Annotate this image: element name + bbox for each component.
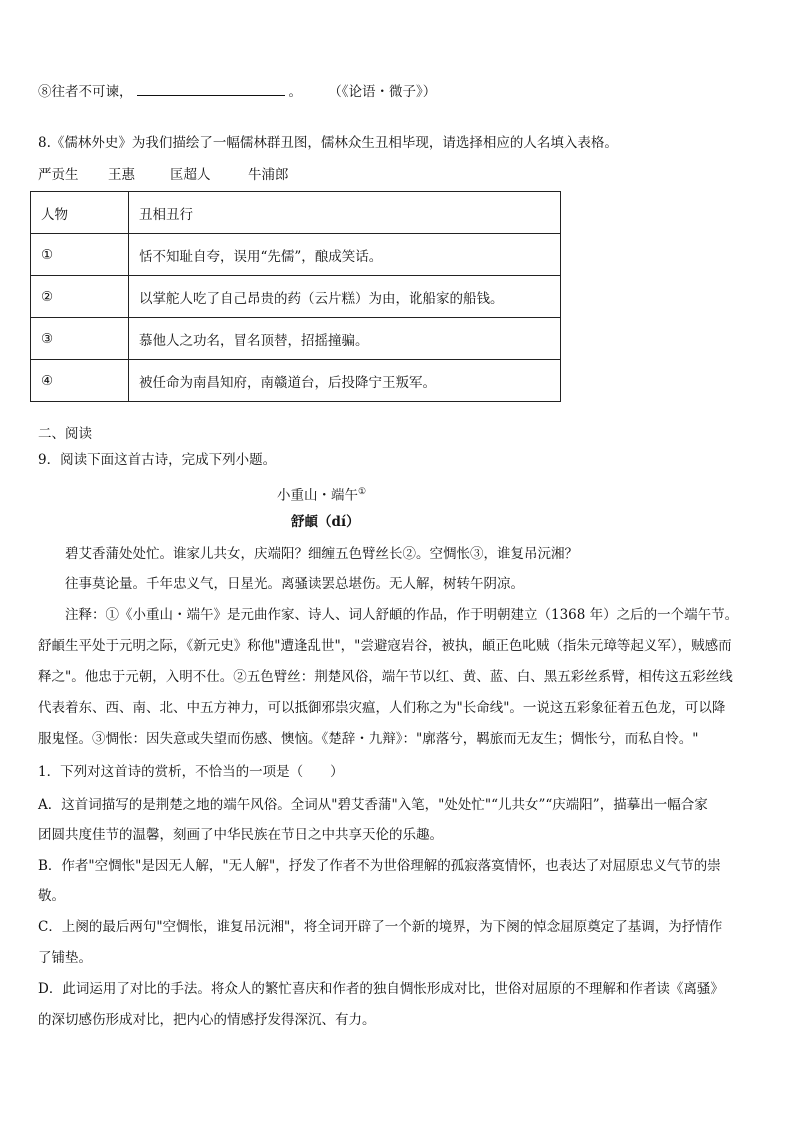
option-line[interactable]: B．作者"空惆怅"是因无人解，"无人解"，抒发了作者不为世俗理解的孤寂落寞情怀，也表达了对屈原忠义气节的崇 — [38, 858, 721, 874]
table-header-row — [31, 192, 561, 234]
row-description: 被任命为南昌知府，南赣道台，后投降宁王叛军。 — [129, 360, 561, 402]
option-line: 的深切感伤形成对比，把内心的情感抒发得深沉、有力。 — [38, 1012, 376, 1028]
note-line: 代表着东、西、南、北、中五方神力，可以抵御邪祟灾瘟，人们称之为"长命线"。一说这五彩象征着五色龙，可以降 — [38, 700, 726, 716]
note-line: 服鬼怪。③惆怅：因失意或失望而伤感、懊恼。《楚辞・九辩》："廓落兮，羁旅而无友生；惆怅兮，而私自怜。" — [38, 731, 699, 747]
table-row — [31, 276, 561, 318]
row-description: 恬不知耻自夸，误用“先儒”，酿成笑话。 — [129, 234, 561, 276]
option-line[interactable]: C．上阕的最后两句"空惆怅，谁复吊沅湘"，将全词开辟了一个新的境界，为下阕的悼念屈原奠定了基调，为抒情作 — [38, 919, 723, 935]
table-row — [31, 360, 561, 402]
fill-item-8-source: （《论语・微子》） — [328, 84, 437, 100]
fill-item-8 — [38, 81, 436, 102]
row-number[interactable]: ② — [31, 276, 129, 318]
row-description: 以掌舵人吃了自己昂贵的药（云片糕）为由，讹船家的船钱。 — [129, 276, 561, 318]
table-row — [31, 318, 561, 360]
sub-question-1: 1．下列对这首诗的赏析，不恰当的一项是（ ） — [38, 764, 344, 780]
name-option: 严贡生 — [38, 167, 79, 183]
name-option: 匡超人 — [170, 167, 211, 183]
poem-title-footnote: ① — [358, 487, 367, 497]
row-number[interactable]: ③ — [31, 318, 129, 360]
poem-title — [277, 482, 366, 506]
table-header: 人物 — [31, 192, 129, 234]
row-number[interactable]: ① — [31, 234, 129, 276]
poem-author: 舒頔（dí） — [291, 514, 360, 530]
option-line[interactable]: D．此词运用了对比的手法。将众人的繁忙喜庆和作者的独自惆怅形成对比，世俗对屈原的不理解和作者读《离骚》 — [38, 981, 724, 997]
row-description: 慕他人之功名，冒名顶替，招摇撞骗。 — [129, 318, 561, 360]
name-option: 牛浦郎 — [248, 167, 289, 183]
note-line: 舒頔生平处于元明之际，《新元史》称他"遭逢乱世"，"尝避寇岩谷，被执，頔正色叱贼（指朱元璋等起义军），贼感而 — [38, 638, 732, 654]
table-header: 丑相丑行 — [129, 192, 561, 234]
section-heading: 二、阅读 — [38, 426, 92, 442]
poem-title-text: 小重山・端午 — [277, 487, 358, 504]
characters-table — [30, 191, 561, 402]
option-line[interactable]: A．这首词描写的是荆楚之地的端午风俗。全词从"碧艾香蒲"入笔，"处处忙"“儿共女”“庆端阳”，描摹出一幅合家 — [38, 797, 708, 813]
poem-line: 碧艾香蒲处处忙。谁家儿共女，庆端阳？细缠五色臂丝长②。空惆怅③，谁复吊沅湘？ — [65, 546, 578, 562]
option-line: 团圆共度佳节的温馨，刻画了中华民族在节日之中共享天伦的乐趣。 — [38, 827, 443, 843]
note-line: 注释：①《小重山・端午》是元曲作家、诗人、词人舒頔的作品，作于明朝建立（1368 年）之后的一个端午节。 — [65, 607, 739, 623]
answer-blank[interactable] — [137, 81, 285, 96]
poem-line: 往事莫论量。千年忠义气，日星光。离骚读罢总堪伤。无人解，树转午阴凉。 — [65, 576, 524, 592]
note-line: 释之"。他忠于元朝，入明不仕。②五色臂丝：荆楚风俗，端午节以红、黄、蓝、白、黑五彩丝系臂，相传这五彩丝线 — [38, 669, 733, 685]
fill-item-8-text: ⑧往者不可谏， — [38, 84, 133, 100]
question-8-prompt: 8.《儒林外史》为我们描绘了一幅儒林群丑图，儒林众生丑相毕现，请选择相应的人名填入表格。 — [38, 135, 618, 151]
name-option: 王惠 — [108, 167, 135, 183]
option-line: 敬。 — [38, 888, 65, 904]
fill-item-8-end: 。 — [288, 84, 302, 100]
row-number[interactable]: ④ — [31, 360, 129, 402]
name-options — [38, 165, 289, 185]
option-line: 了铺垫。 — [38, 950, 92, 966]
table-row — [31, 234, 561, 276]
question-9-prompt: 9．阅读下面这首古诗，完成下列小题。 — [38, 452, 277, 468]
